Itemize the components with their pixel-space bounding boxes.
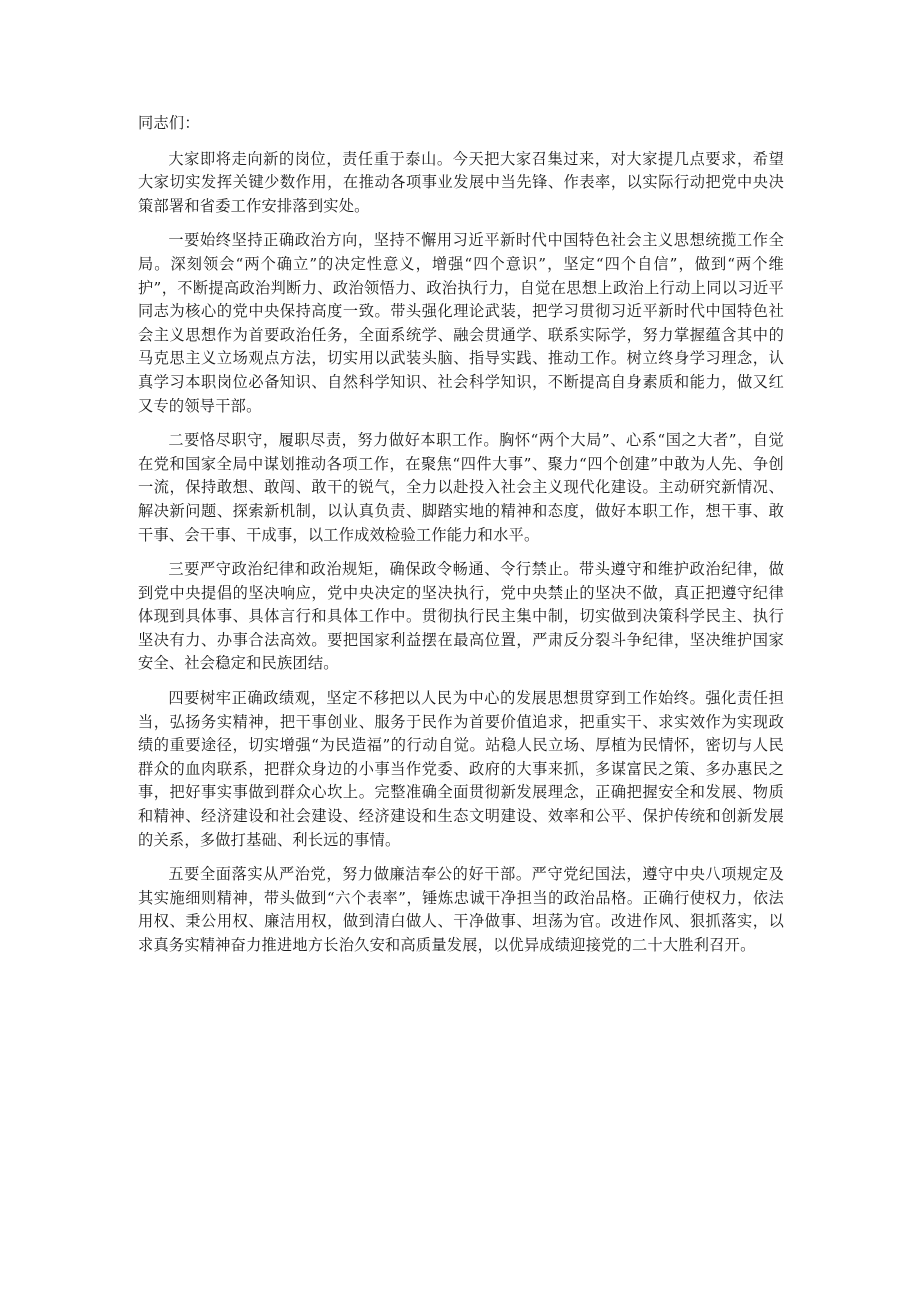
salutation: 同志们： [138,114,200,132]
document-body [138,112,784,969]
paragraph-point-1: 一要始终坚持正确政治方向，坚持不懈用习近平新时代中国特色社会主义思想统揽工作全局。深刻领会“两个确立”的决定性意义，增强“四个意识”，坚定“四个自信”，做到“两个维护”，不断提高政治判断力、政治领悟力、政治执行力，自觉在思想上政治上行动上同以习近平同志为核心的党中央保持高度一致。带头强化理论武装，把学习贯彻习近平新时代中国特色社会主义思想作为首要政治任务，全面系统学、融会贯通学、联系实际学，努力掌握蕴含其中的马克思主义立场观点方法，切实用以武装头脑、指导实践、推动工作。树立终身学习理念，认真学习本职岗位必备知识、自然科学知识、社会科学知识，不断提高自身素质和能力，做又红又专的领导干部。 [138,231,784,415]
paragraph-point-5: 五要全面落实从严治党，努力做廉洁奉公的好干部。严守党纪国法，遵守中央八项规定及其实施细则精神，带头做到“六个表率”，锤炼忠诚干净担当的政治品格。正确行使权力，依法用权、秉公用权、廉洁用权，做到清白做人、干净做事、坦荡为官。改进作风、狠抓落实，以求真务实精神奋力推进地方长治久安和高质量发展，以优异成绩迎接党的二十大胜利召开。 [138,865,784,954]
paragraph-intro: 大家即将走向新的岗位，责任重于泰山。今天把大家召集过来，对大家提几点要求，希望大家切实发挥关键少数作用，在推动各项事业发展中当先锋、作表率，以实际行动把党中央决策部署和省委工作安排落到实处。 [138,149,784,215]
paragraph-point-2: 二要恪尽职守，履职尽责，努力做好本职工作。胸怀“两个大局”、心系“国之大者”，自觉在党和国家全局中谋划推动各项工作，在聚焦“四件大事”、聚力“四个创建”中敢为人先、争创一流，保持敢想、敢闯、敢干的锐气，全力以赴投入社会主义现代化建设。主动研究新情况、解决新问题、探索新机制，以认真负责、脚踏实地的精神和态度，做好本职工作，想干事、敢干事、会干事、干成事，以工作成效检验工作能力和水平。 [138,431,784,544]
paragraph-point-4: 四要树牢正确政绩观，坚定不移把以人民为中心的发展思想贯穿到工作始终。强化责任担当，弘扬务实精神，把干事创业、服务于民作为首要价值追求，把重实干、求实效作为实现政绩的重要途径，切实增强“为民造福”的行动自觉。站稳人民立场、厚植为民情怀，密切与人民群众的血肉联系，把群众身边的小事当作党委、政府的大事来抓，多谋富民之策、多办惠民之事，把好事实事做到群众心坎上。完整准确全面贯彻新发展理念，正确把握安全和发展、物质和精神、经济建设和社会建设、经济建设和生态文明建设、效率和公平、保护传统和创新发展的关系，多做打基础、利长远的事情。 [138,689,784,849]
paragraph-point-3: 三要严守政治纪律和政治规矩，确保政令畅通、令行禁止。带头遵守和维护政治纪律，做到党中央提倡的坚决响应，党中央决定的坚决执行，党中央禁止的坚决不做，真正把遵守纪律体现到具体事、具体言行和具体工作中。贯彻执行民主集中制，切实做到决策科学民主、执行坚决有力、办事合法高效。要把国家利益摆在最高位置，严肃反分裂斗争纪律，坚决维护国家安全、社会稳定和民族团结。 [138,560,784,673]
